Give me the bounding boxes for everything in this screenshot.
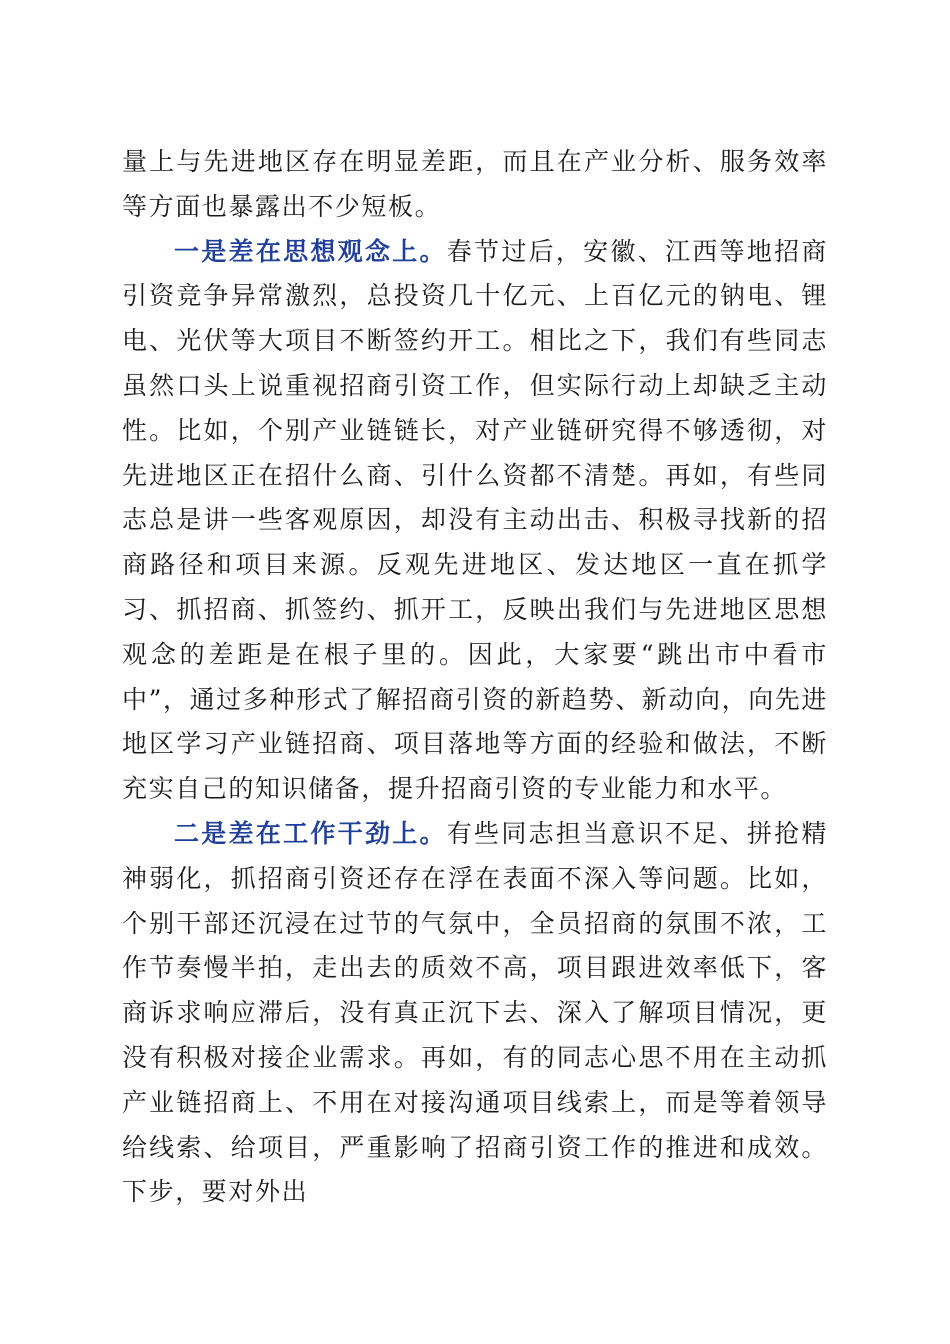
paragraph-heading: 二是差在工作干劲上。 bbox=[174, 818, 447, 848]
document-page bbox=[122, 140, 828, 1215]
paragraph-text: 春节过后，安徽、江西等地招商引资竞争异常激烈，总投资几十亿元、上百亿元的钠电、锂电、光伏等大项目不断签约开工。相比之下，我们有些同志虽然口头上说重视招商引资工作，但实际行动上却缺乏主动性。比如，个别产业链链长，对产业链研究得不够透彻，对先进地区正在招什么商、引什么资都不清楚。再如，有些同志总是讲一些客观原因，却没有主动出击、积极寻找新的招商路径和项目来源。反观先进地区、发达地区一直在抓学习、抓招商、抓签约、抓开工，反映出我们与先进地区思想观念的差距是在根子里的。因此，大家要“跳出市中看市中”，通过多种形式了解招商引资的新趋势、新动向，向先进地区学习产业链招商、项目落地等方面的经验和做法，不断充实自己的知识储备，提升招商引资的专业能力和水平。 bbox=[122, 236, 828, 804]
paragraph-work-drive bbox=[122, 812, 828, 1215]
paragraph-continued bbox=[122, 140, 828, 230]
paragraph-heading: 一是差在思想观念上。 bbox=[174, 236, 447, 266]
paragraph-text: 有些同志担当意识不足、拼抢精神弱化，抓招商引资还存在浮在表面不深入等问题。比如，个别干部还沉浸在过节的气氛中，全员招商的氛围不浓，工作节奏慢半拍，走出去的质效不高，项目跟进效率低下，客商诉求响应滞后，没有真正沉下去、深入了解项目情况，更没有积极对接企业需求。再如，有的同志心思不用在主动抓产业链招商上、不用在对接沟通项目线索上，而是等着领导给线索、给项目，严重影响了招商引资工作的推进和成效。下步，要对外出 bbox=[122, 818, 828, 1207]
paragraph-thought-concept bbox=[122, 230, 828, 812]
paragraph-text: 量上与先进地区存在明显差距，而且在产业分析、服务效率等方面也暴露出不少短板。 bbox=[122, 147, 828, 221]
